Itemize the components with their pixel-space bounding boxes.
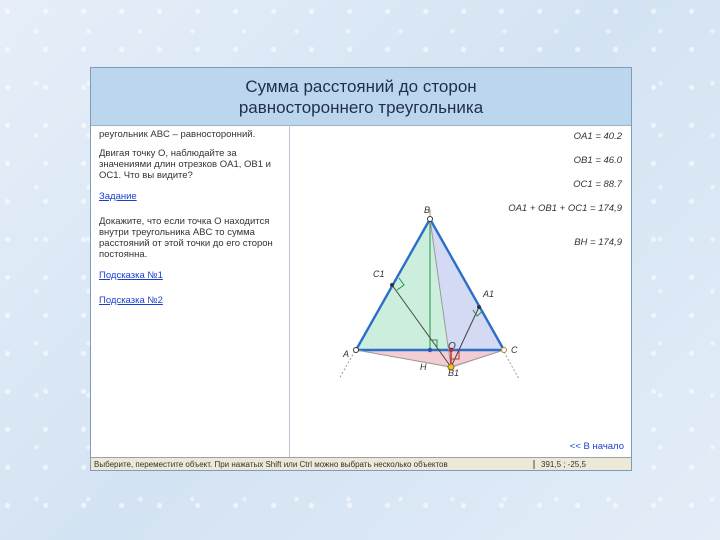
readout-ob1: OB1 = 46.0 xyxy=(573,155,622,166)
hint-1-link[interactable]: Подсказка №1 xyxy=(99,270,163,281)
status-message: Выберите, переместите объект. При нажатых Shift или Ctrl можно выбрать несколько объектов xyxy=(94,459,448,469)
readout-bh: BH = 174,9 xyxy=(574,237,622,248)
applet-window xyxy=(90,67,632,471)
point-a[interactable] xyxy=(354,348,359,353)
region-aoc xyxy=(356,350,504,368)
point-h xyxy=(428,348,432,352)
readout-oc1: OC1 = 88.7 xyxy=(573,179,622,190)
instruction-text: Двигая точку O, наблюдайте за значениями длин отрезков OA1, OB1 и OC1. Что вы видите? xyxy=(99,148,271,181)
label-b1: B1 xyxy=(448,368,460,378)
back-to-start-link[interactable]: << В начало xyxy=(569,441,624,452)
title-line-2: равностороннего треугольника xyxy=(238,97,484,117)
task-text: Докажите, что если точка O находится внутри треугольника ABC то сумма расстояний от этой точки до его сторон постоянна. xyxy=(99,216,273,260)
label-a1: A1 xyxy=(483,289,495,299)
title-line-1: Сумма расстояний до сторон xyxy=(245,76,477,96)
status-bar xyxy=(91,457,631,470)
problem-statement: реугольник ABC – равносторонний. xyxy=(99,129,256,140)
status-coordinates: 391,5 ; -25,5 xyxy=(533,460,631,469)
label-c: C xyxy=(511,345,518,355)
page-title xyxy=(91,68,631,126)
label-h: H xyxy=(420,362,427,372)
label-b: B xyxy=(424,205,431,215)
readout-sum: OA1 + OB1 + OC1 = 174,9 xyxy=(508,203,622,214)
point-c1 xyxy=(390,283,394,287)
drawing-area[interactable] xyxy=(291,125,632,458)
text-panel xyxy=(91,125,290,458)
point-b[interactable] xyxy=(428,217,433,222)
label-a: A xyxy=(343,349,350,359)
label-o: O xyxy=(448,341,456,352)
task-link[interactable]: Задание xyxy=(99,191,137,202)
label-c1: C1 xyxy=(373,269,385,279)
readout-oa1: OA1 = 40.2 xyxy=(573,131,622,142)
triangle-diagram[interactable] xyxy=(291,125,632,458)
hint-2-link[interactable]: Подсказка №2 xyxy=(99,295,163,306)
point-a1 xyxy=(477,305,481,309)
point-c[interactable] xyxy=(502,348,507,353)
